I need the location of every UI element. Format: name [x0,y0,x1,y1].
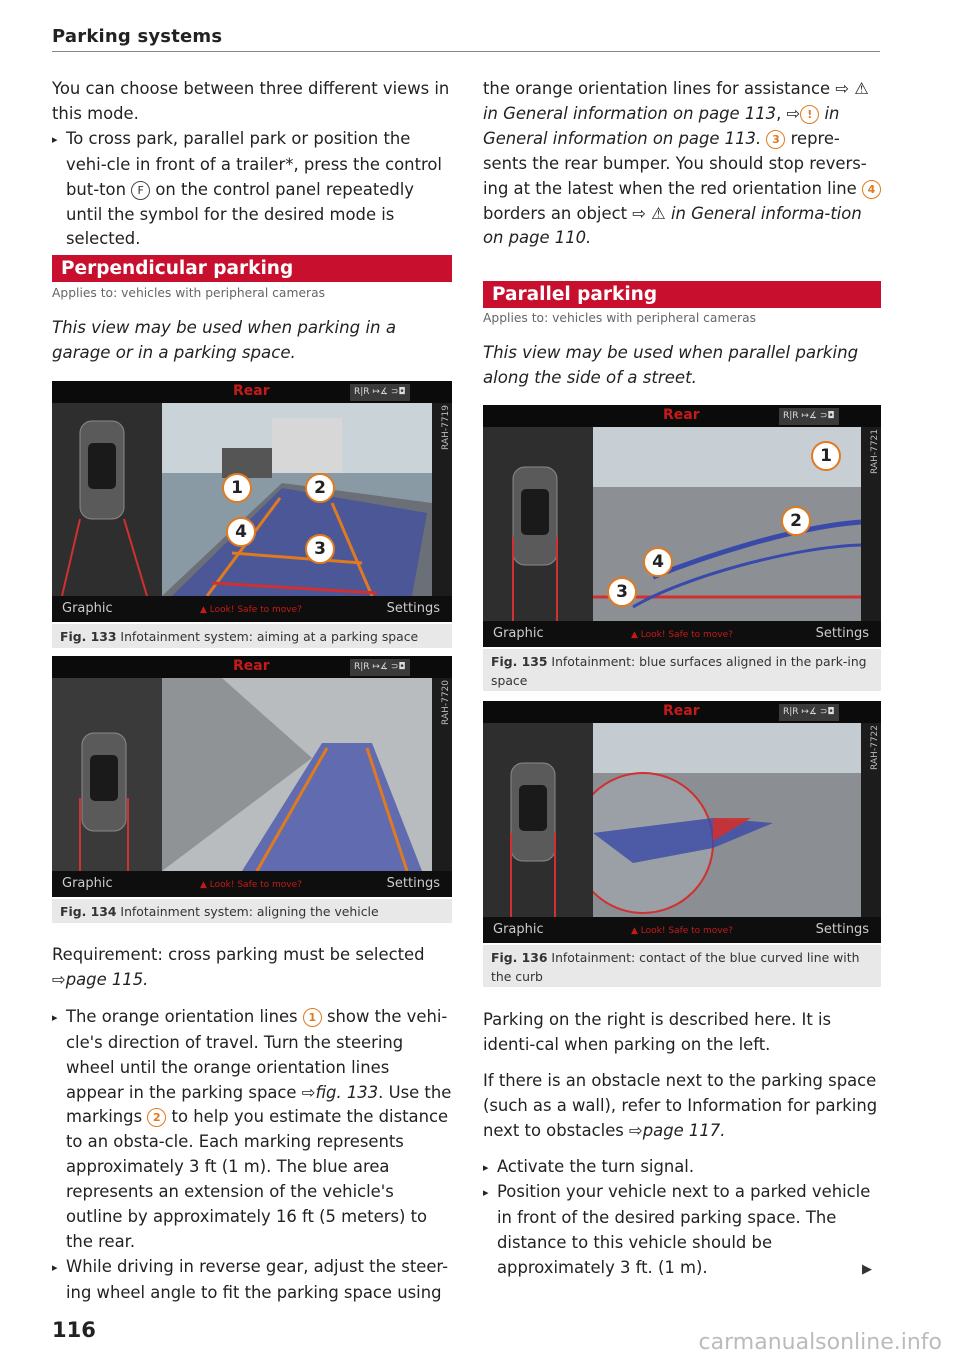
continue-arrow-icon: ▶ [862,1262,872,1277]
camera-view [162,678,432,871]
marker-2: 2 [305,473,335,503]
mode-selector: R|R ↦∡ ⊃◘ [350,384,410,401]
side-toolbar [432,678,452,871]
camera-view [593,427,861,621]
marker-3: 3 [607,577,637,607]
settings-softkey: Settings [386,876,440,891]
obstacle-paragraph: If there is an obstacle next to the parking space (such as a wall), refer to Information for parking next to obstacles ⇨page 117. [483,1070,878,1140]
settings-softkey: Settings [386,601,440,616]
bullet-position-vehicle: ▸ Position your vehicle next to a parked vehicle in front of the desired parking space. The distance to this vehicle should be approximately 3 ft. (1 m). [483,1182,871,1278]
figure-135-caption: Fig. 135 Infotainment: blue surfaces aligned in the park-ing space [483,649,881,691]
figure-134-caption: Fig. 134 Infotainment system: aligning the vehicle [52,899,452,923]
marker-1: 1 [811,441,841,471]
settings-softkey: Settings [815,922,869,937]
applies-to-note: Applies to: vehicles with peripheral cameras [483,311,757,325]
marker-4: 4 [226,517,256,547]
right-column-bottom [483,1008,881,1281]
warning-text: ▲ Look! Safe to move? [200,880,302,890]
right-column-top [483,77,881,251]
bullet-orientation-lines: ▸ The orange orientation lines 1 show the vehi-cle's direction of travel. Turn the steering wheel until the orange orientation lines appear in the parking space ⇨fig. 133. Use the markings 2 to help you estimate the distance to an obsta-cle. Each marking represents approximately 3 ft (1 m). The blue area represents an extension of the vehicle's outline by approximately 16 ft (5 meters) to the rear. [52,1006,452,1251]
applies-to-note: Applies to: vehicles with peripheral cameras [52,286,326,300]
section-title-perpendicular: Perpendicular parking [52,255,452,282]
vehicle-plan-view [483,427,593,621]
rear-label: Rear [233,383,270,399]
page-number: 116 [52,1318,96,1342]
bullet-reverse-gear: ▸ While driving in reverse gear, adjust the steer-ing wheel angle to fit the parking space using [52,1256,449,1302]
continued-paragraph: the orange orientation lines for assistance ⇨ ⚠ in General information on page 113, ⇨ ! in General information on page 113. 3 repre-sents the rear bumper. You should stop revers-ing at the latest when the red orientation line 4 borders an object ⇨ ⚠ in General informa-tion on page 110. [483,77,881,251]
mode-selector: R|R ↦∡ ⊃◘ [779,408,839,425]
right-side-paragraph: Parking on the right is described here. It is identi-cal when parking on the left. [483,1010,832,1054]
section-title-parallel: Parallel parking [483,281,881,308]
left-column-top [52,77,452,252]
side-toolbar [432,403,452,596]
figure-code: RAH-7721 [870,429,880,474]
graphic-softkey: Graphic [62,876,113,891]
vehicle-plan-view [52,678,162,871]
graphic-softkey: Graphic [493,626,544,641]
marker-2: 2 [781,506,811,536]
rear-label: Rear [663,407,700,423]
vehicle-plan-view [483,723,593,917]
figure-136-image [483,701,881,943]
mode-selector: R|R ↦∡ ⊃◘ [350,659,410,676]
camera-view [593,723,861,917]
side-toolbar [861,723,881,917]
mode-selector: R|R ↦∡ ⊃◘ [779,704,839,721]
marker-4: 4 [643,547,673,577]
figure-133-caption: Fig. 133 Infotainment system: aiming at a parking space [52,624,452,648]
vehicle-plan-view [52,403,162,596]
settings-softkey: Settings [815,626,869,641]
warning-text: ▲ Look! Safe to move? [200,605,302,615]
bullet-mode-select: ▸ To cross park, parallel park or position the vehi-cle in front of a trailer*, press the control but-ton F on the control panel repeatedly until the symbol for the desired mode is selected. [52,128,442,249]
figure-code: RAH-7719 [441,405,451,450]
rear-label: Rear [663,703,700,719]
bullet-turn-signal: ▸ Activate the turn signal. [483,1156,695,1176]
section-intro: This view may be used when parking in a garage or in a parking space. [52,318,397,362]
marker-1: 1 [222,473,252,503]
side-toolbar [861,427,881,621]
warning-text: ▲ Look! Safe to move? [631,630,733,640]
figure-134-image [52,656,452,897]
graphic-softkey: Graphic [62,601,113,616]
intro-paragraph: You can choose between three different views in this mode. [52,79,450,123]
camera-view [162,403,432,596]
warning-text: ▲ Look! Safe to move? [631,926,733,936]
left-column-bottom [52,943,452,1306]
requirement-text: Requirement: cross parking must be selected ⇨page 115. [52,945,425,989]
rear-label: Rear [233,658,270,674]
watermark: carmanualsonline.info [698,1330,942,1355]
figure-136-caption: Fig. 136 Infotainment: contact of the blue curved line with the curb [483,945,881,987]
graphic-softkey: Graphic [493,922,544,937]
caution-icon: ! [800,105,819,124]
page-header-title: Parking systems [52,26,223,47]
figure-135-image [483,405,881,647]
header-divider [52,51,880,52]
control-button-f-icon: F [131,181,150,200]
figure-code: RAH-7720 [441,680,451,725]
figure-code: RAH-7722 [870,725,880,770]
figure-133-image [52,381,452,622]
marker-3: 3 [305,534,335,564]
section-intro: This view may be used when parallel parking along the side of a street. [483,343,859,387]
